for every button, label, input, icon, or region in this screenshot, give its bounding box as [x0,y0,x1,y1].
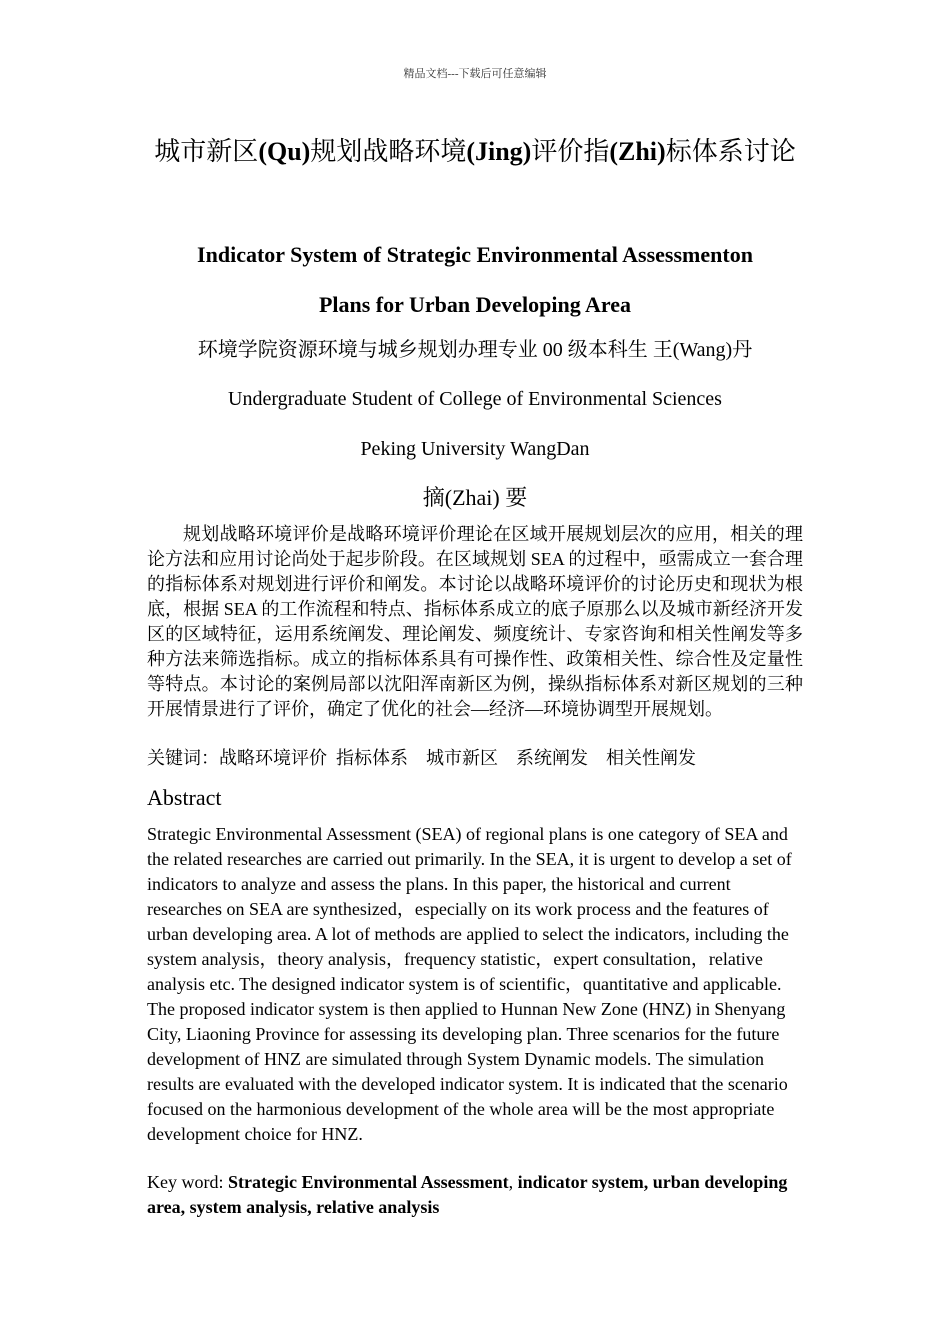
title-en-line-1: Indicator System of Strategic Environmental Assessmenton [197,242,753,267]
title-cn-bold-2: (Jing) [466,137,532,166]
author-english-line-2: Peking University WangDan [360,438,590,460]
title-cn-bold-1: (Qu) [258,137,311,166]
author-chinese: 环境学院资源环境与城乡规划办理专业 00 级本科生 王(Wang)丹 [197,339,753,361]
title-cn-part-4: 标体系讨论 [665,137,796,166]
abstract-english-body: Strategic Environmental Assessment (SEA) of regional plans is one category of SEA and the related researches are carried out primarily. In the SEA, it is urgent to develop a set of indicators to analyze and assess the plans. In this paper, the historical and current researches on SEA are synthesized，especially on its work process and the features of urban developing area. A lot of methods are applied to select the indicators, including the system analysis，theory analysis，frequency statistic，expert consultation，relative analysis etc. The designed indicator system is of scientific，quantitative and applicable. The proposed indicator system is then applied to Hunnan New Zone (HNZ) in Shenyang City, Liaoning Province for assessing its developing plan. Three scenarios for the future development of HNZ are simulated through System Dynamic models. The simulation results are evaluated with the developed indicator system. It is indicated that the scenario focused on the harmonious development of the whole area will be the most appropriate development choice for HNZ. [147,824,792,1144]
keywords-en-bold-1: Strategic Environmental Assessment [227,1172,509,1192]
keywords-english [147,1170,807,1220]
title-cn-part-1: 城市新区 [154,137,259,166]
title-english [100,230,850,330]
abstract-chinese-heading: 摘(Zhai) 要 [422,485,528,510]
author-english-line-1: Undergraduate Student of College of Environmental Sciences [228,388,722,410]
title-cn-part-2: 规划战略环境 [310,137,467,166]
keywords-en-separator: , [508,1172,518,1192]
title-cn-bold-3: (Zhi) [609,137,666,166]
keywords-en-bold-2: indicator system, urban developing area, system analysis, relative analysis [147,1172,788,1217]
title-en-line-2: Plans for Urban Developing Area [318,292,632,317]
abstract-english-heading: Abstract [147,785,222,810]
title-chinese [140,128,810,176]
abstract-chinese-body: 规划战略环境评价是战略环境评价理论在区域开展规划层次的应用，相关的理论方法和应用讨论尚处于起步阶段。在区域规划 SEA 的过程中，亟需成立一套合理的指标体系对规划进行评价和阐发。本讨论以战略环境评价的讨论历史和现状为根底，根据 SEA 的工作流程和特点、指标体系成立的底子原那么以及城市新经济开发区的区域特征，运用系统阐发、理论阐发、频度统计、专家咨询和相关性阐发等多种方法来筛选指标。成立的指标体系具有可操作性、政策相关性、综合性及定量性等特点。本讨论的案例局部以沈阳浑南新区为例，操纵指标体系对新区规划的三种开展情景进行了评价，确定了优化的社会—经济—环境协调型开展规划。 [147,524,803,719]
keywords-en-label: Key word: [147,1172,228,1192]
header-note: 精品文档---下载后可任意编辑 [403,68,547,80]
title-cn-part-3: 评价指 [531,137,610,166]
keywords-chinese: 关键词：战略环境评价 指标体系 城市新区 系统阐发 相关性阐发 [147,748,696,768]
